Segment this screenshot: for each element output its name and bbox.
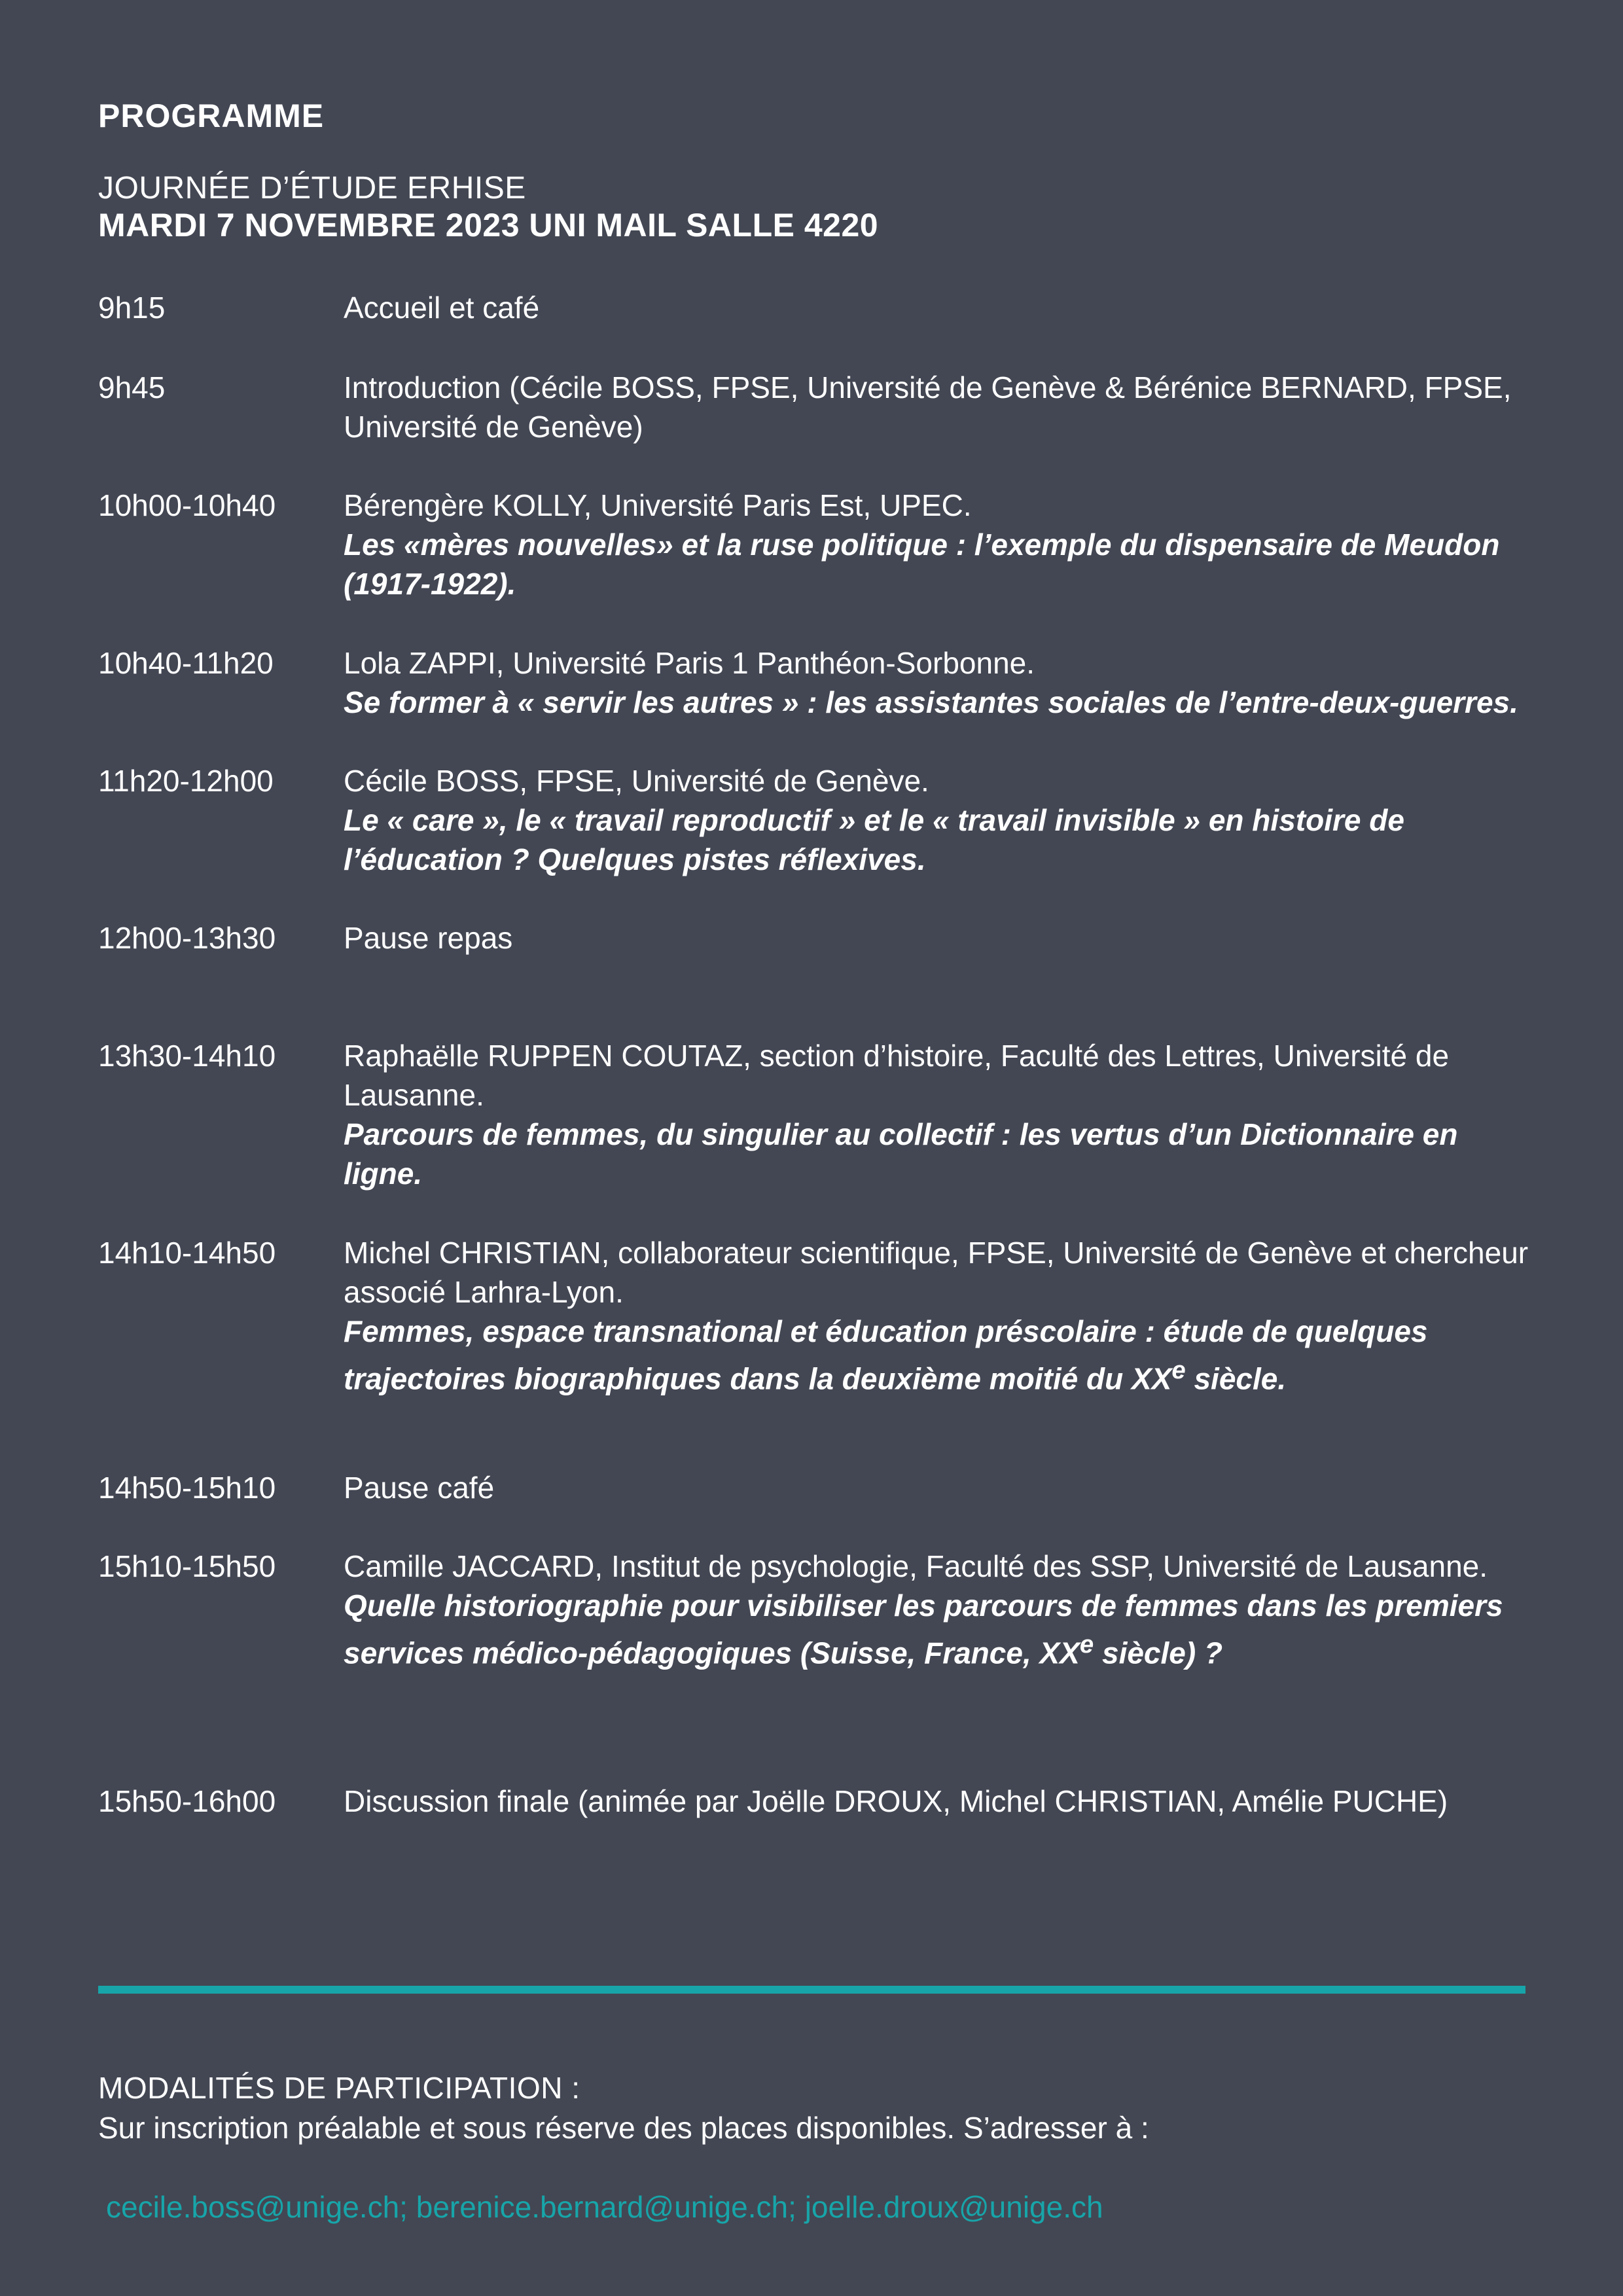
session-text: Pause repas: [344, 921, 513, 955]
session-text: Discussion finale (animée par Joëlle DROUX, Michel CHRISTIAN, Amélie PUCHE): [344, 1784, 1448, 1818]
session-time: 9h15: [98, 291, 166, 325]
session-body: [344, 1782, 1538, 1821]
session-speaker: Raphaëlle RUPPEN COUTAZ, section d’histoire, Faculté des Lettres, Université de Lausanne.: [344, 1039, 1450, 1112]
session-row: [98, 643, 1538, 722]
session-speaker: Bérengère KOLLY, Université Paris Est, UPEC.: [344, 488, 972, 522]
session-talk-title: Le « care », le « travail reproductif » et le « travail invisible » en histoire de l’éducation ? Quelques pistes réflexives.: [344, 803, 1404, 876]
session-speaker: Lola ZAPPI, Université Paris 1 Panthéon-Sorbonne.: [344, 646, 1035, 680]
session-time: 10h00-10h40: [98, 488, 276, 522]
session-time: 15h50-16h00: [98, 1784, 276, 1818]
session-time: 10h40-11h20: [98, 646, 274, 680]
session-body: [344, 918, 1538, 958]
session-body: [344, 1036, 1538, 1193]
participation-heading: MODALITÉS DE PARTICIPATION :: [98, 2071, 580, 2105]
session-body: [344, 1468, 1538, 1507]
session-body: [344, 643, 1538, 722]
contact-emails: [106, 2187, 1103, 2227]
email-link-bernard[interactable]: berenice.bernard@unige.ch: [416, 2190, 789, 2224]
session-text: Pause café: [344, 1471, 495, 1505]
session-body: [344, 761, 1538, 879]
session-speaker: Cécile BOSS, FPSE, Université de Genève.: [344, 764, 929, 798]
email-link-boss[interactable]: cecile.boss@unige.ch: [106, 2190, 400, 2224]
session-row: [98, 1468, 1538, 1507]
page-title: PROGRAMME: [98, 98, 325, 134]
session-body: [344, 1547, 1538, 1672]
session-row: [98, 288, 1538, 327]
session-body: [344, 486, 1538, 603]
session-time: 12h00-13h30: [98, 921, 276, 955]
session-row: [98, 1036, 1538, 1193]
participation-text: Sur inscription préalable et sous réserve des places disponibles. S’adresser à :: [98, 2111, 1149, 2145]
session-row: [98, 486, 1538, 603]
event-date: MARDI 7 NOVEMBRE 2023 UNI MAIL SALLE 4220: [98, 207, 879, 243]
session-time: 14h50-15h10: [98, 1471, 276, 1505]
session-time: 11h20-12h00: [98, 764, 274, 798]
email-separator: ;: [399, 2190, 416, 2224]
session-time: 13h30-14h10: [98, 1039, 276, 1073]
email-link-droux[interactable]: joelle.droux@unige.ch: [804, 2190, 1103, 2224]
session-row: [98, 761, 1538, 879]
session-talk-title: Femmes, espace transnational et éducation préscolaire : étude de quelques trajectoires biographiques dans la deuxième moitié du XXe siècle.: [344, 1314, 1428, 1396]
session-talk-title: Quelle historiographie pour visibiliser les parcours de femmes dans les premiers services médico-pédagogiques (Suisse, France, XXe siècle) ?: [344, 1588, 1503, 1670]
session-time: 9h45: [98, 370, 166, 404]
session-body: [344, 288, 1538, 327]
session-row: [98, 1547, 1538, 1672]
session-row: [98, 1782, 1538, 1821]
session-speaker: Camille JACCARD, Institut de psychologie, Faculté des SSP, Université de Lausanne.: [344, 1549, 1488, 1583]
session-text: Accueil et café: [344, 291, 540, 325]
session-body: [344, 368, 1538, 446]
session-time: 15h10-15h50: [98, 1549, 276, 1583]
session-row: [98, 1233, 1538, 1398]
email-separator: ;: [788, 2190, 805, 2224]
session-speaker: Michel CHRISTIAN, collaborateur scientifique, FPSE, Université de Genève et chercheur associé Larhra-Lyon.: [344, 1236, 1529, 1309]
section-divider: [98, 1986, 1525, 1994]
session-body: [344, 1233, 1538, 1398]
session-time: 14h10-14h50: [98, 1236, 276, 1270]
session-talk-title: Parcours de femmes, du singulier au collectif : les vertus d’un Dictionnaire en ligne.: [344, 1117, 1458, 1191]
session-talk-title: Les «mères nouvelles» et la ruse politique : l’exemple du dispensaire de Meudon (1917-1922).: [344, 528, 1500, 601]
session-text: Introduction (Cécile BOSS, FPSE, Université de Genève & Bérénice BERNARD, FPSE, Université de Genève): [344, 370, 1512, 444]
session-row: [98, 368, 1538, 446]
event-subtitle: JOURNÉE D’ÉTUDE ERHISE: [98, 171, 526, 206]
session-talk-title: Se former à « servir les autres » : les assistantes sociales de l’entre-deux-guerres.: [344, 685, 1518, 719]
session-row: [98, 918, 1538, 958]
